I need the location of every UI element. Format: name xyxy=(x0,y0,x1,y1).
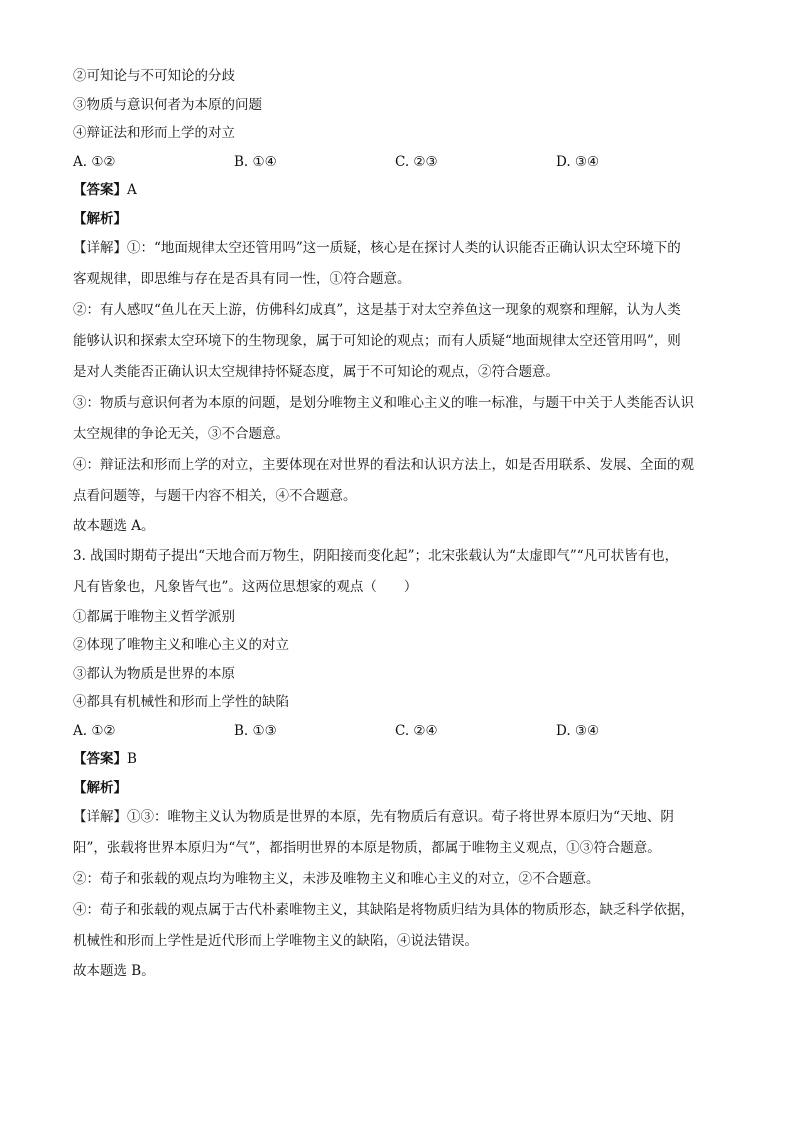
q3-answer-tag: 【答案】 xyxy=(73,751,127,767)
q2-detail-2-line-3: 是对人类能否正确认识太空规律持怀疑态度，属于不可知论的观点，②符合题意。 xyxy=(73,364,559,380)
q3-stem-line-1: 3. 战国时期荀子提出“天地合而万物生，阴阳接而变化起”；北宋张载认为“太虚即气”“凡可状皆有也， xyxy=(73,547,679,564)
q3-option-d: D. ③④ xyxy=(556,722,600,739)
q3-answer xyxy=(73,745,733,774)
q2-answer-tag: 【答案】 xyxy=(73,182,127,198)
q3-detail-2 xyxy=(73,864,733,895)
q3-stem-line-2: 凡有皆象也，凡象皆气也”。这两位思想家的观点（ ） xyxy=(73,578,418,595)
q3-option-a: A. ①② xyxy=(73,722,116,739)
q2-detail-2 xyxy=(73,295,733,388)
q3-answer-value: B xyxy=(127,751,137,767)
q3-item-2: ②体现了唯物主义和唯心主义的对立 xyxy=(73,637,289,653)
q2-detail-3-line-1: ③：物质与意识何者为本原的问题，是划分唯物主义和唯心主义的唯一标准，与题干中关于人类能否认识 xyxy=(73,395,694,411)
q2-detail-3-line-2: 太空规律的争论无关，③不合题意。 xyxy=(73,426,289,442)
q3-conclusion: 故本题选 B。 xyxy=(73,963,155,979)
q2-option-d: D. ③④ xyxy=(556,153,600,170)
q2-detail-1-line-1: 【详解】①：“地面规律太空还管用吗”这一质疑，核心是在探讨人类的认识能否正确认识太空环境下的 xyxy=(73,240,681,256)
q3-item-1: ①都属于唯物主义哲学派别 xyxy=(73,608,235,625)
document-page xyxy=(73,62,733,986)
q2-options xyxy=(73,148,733,177)
q2-option-c: C. ②③ xyxy=(395,153,438,170)
q3-item-4: ④都具有机械性和形而上学性的缺陷 xyxy=(73,694,289,710)
q2-answer xyxy=(73,176,733,205)
q3-detail-2-line-1: ②：荀子和张载的观点均为唯物主义，未涉及唯物主义和唯心主义的对立，②不合题意。 xyxy=(73,871,600,887)
q2-detail-4-line-1: ④：辩证法和形而上学的对立，主要体现在对世界的看法和认识方法上，如是否用联系、发展、全面的观 xyxy=(73,457,694,473)
q3-stem xyxy=(73,541,733,603)
q2-detail-2-line-1: ②：有人感叹“鱼儿在天上游，仿佛科幻成真”，这是基于对太空养鱼这一现象的观察和理解，认为人类 xyxy=(73,302,681,318)
q3-detail-3-line-2: 机械性和形而上学性是近代形而上学唯物主义的缺陷，④说法错误。 xyxy=(73,933,478,949)
q2-item-2: ②可知论与不可知论的分歧 xyxy=(73,68,235,84)
q2-item-4: ④辩证法和形而上学的对立 xyxy=(73,125,235,141)
q3-detail-1-line-2: 阳”，张载将世界本原归为“气”，都指明世界的本原是物质，都属于唯物主义观点，①③符合题意。 xyxy=(73,840,661,856)
q2-answer-value: A xyxy=(127,182,137,198)
q3-option-b: B. ①③ xyxy=(234,722,277,739)
q2-detail-3 xyxy=(73,388,733,450)
q2-detail-1-line-2: 客观规律，即思维与存在是否具有同一性，①符合题意。 xyxy=(73,271,411,287)
q3-detail-3-line-1: ④：荀子和张载的观点属于古代朴素唯物主义，其缺陷是将物质归结为具体的物质形态，缺乏科学依据， xyxy=(73,902,694,918)
q2-conclusion: 故本题选 A。 xyxy=(73,518,155,534)
q3-analysis-tag: 【解析】 xyxy=(73,779,127,796)
q2-detail-4 xyxy=(73,450,733,512)
q2-item-3: ③物质与意识何者为本原的问题 xyxy=(73,96,262,113)
q2-option-b: B. ①④ xyxy=(234,153,277,170)
q3-detail-3 xyxy=(73,895,733,957)
q3-detail-1-line-1: 【详解】①③：唯物主义认为物质是世界的本原，先有物质后有意识。荀子将世界本原归为“天地、阴 xyxy=(73,809,674,825)
q3-options xyxy=(73,717,733,746)
q2-analysis-tag: 【解析】 xyxy=(73,210,127,227)
q2-option-a: A. ①② xyxy=(73,153,116,170)
q2-detail-4-line-2: 点看问题等，与题干内容不相关，④不合题意。 xyxy=(73,488,357,504)
q2-detail-1 xyxy=(73,233,733,295)
q3-item-3: ③都认为物质是世界的本原 xyxy=(73,665,235,682)
q3-detail-1 xyxy=(73,802,733,864)
q3-option-c: C. ②④ xyxy=(395,722,438,739)
q2-detail-2-line-2: 能够认识和探索太空环境下的生物现象，属于可知论的观点；而有人质疑“地面规律太空还管用吗”，则 xyxy=(73,333,681,349)
